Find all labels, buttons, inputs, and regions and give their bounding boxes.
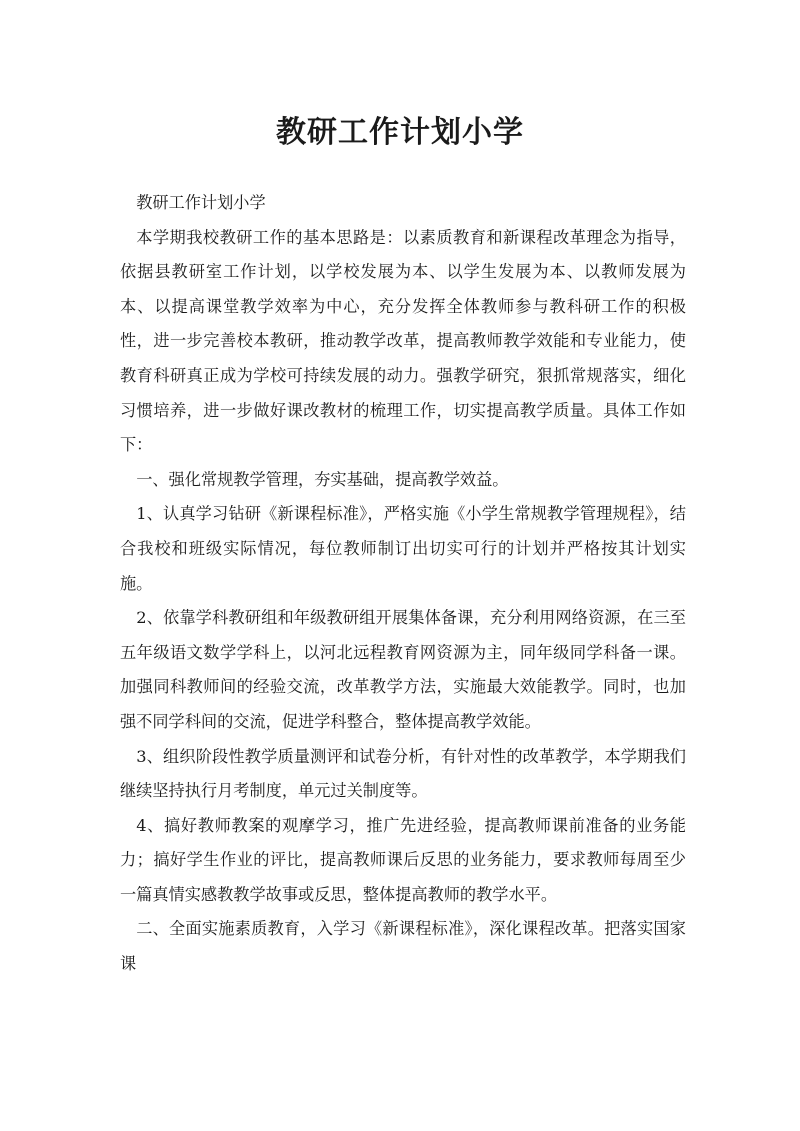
paragraph-item-1: 1、认真学习钻研《新课程标准》，严格实施《小学生常规教学管理规程》，结合我校和班级实际情况，每位教师制订出切实可行的计划并严格按其计划实施。 <box>120 504 686 593</box>
paragraph-item-4: 4、搞好教师教案的观摩学习，推广先进经验，提高教师课前准备的业务能力；搞好学生作业的评比，提高教师课后反思的业务能力，要求教师每周至少一篇真情实感教教学故事或反思，整体提高教师的教学水平。 <box>120 815 686 904</box>
document-body <box>120 186 686 982</box>
section-heading-1: 一、强化常规教学管理，夯实基础，提高教学效益。 <box>136 469 509 489</box>
section-heading-2: 二、全面实施素质教育，入学习《新课程标准》，深化课程改革。把落实国家课 <box>120 919 686 974</box>
paragraph-subtitle: 教研工作计划小学 <box>136 193 266 212</box>
paragraph-intro: 本学期我校教研工作的基本思路是：以素质教育和新课程改革理念为指导，依据县教研室工作计划，以学校发展为本、以学生发展为本、以教师发展为本、以提高课堂教学效率为中心，充分发挥全体教师参与教科研工作的积极性，进一步完善校本教研，推动教学改革，提高教师教学效能和专业能力，使教育科研真正成为学校可持续发展的动力。强教学研究，狠抓常规落实，细化习惯培养，进一步做好课改教材的梳理工作，切实提高教学质量。具体工作如下： <box>120 227 686 455</box>
document-title: 教研工作计划小学 <box>276 115 524 151</box>
paragraph-item-2: 2、依靠学科教研组和年级教研组开展集体备课，充分利用网络资源，在三至五年级语文数学学科上，以河北远程教育网资源为主，同年级同学科备一课。加强同科教师间的经验交流，改革教学方法，实施最大效能教学。同时，也加强不同学科间的交流，促进学科整合，整体提高教学效能。 <box>120 608 686 731</box>
paragraph-item-3: 3、组织阶段性教学质量测评和试卷分析，有针对性的改革教学，本学期我们继续坚持执行月考制度，单元过关制度等。 <box>120 746 686 801</box>
